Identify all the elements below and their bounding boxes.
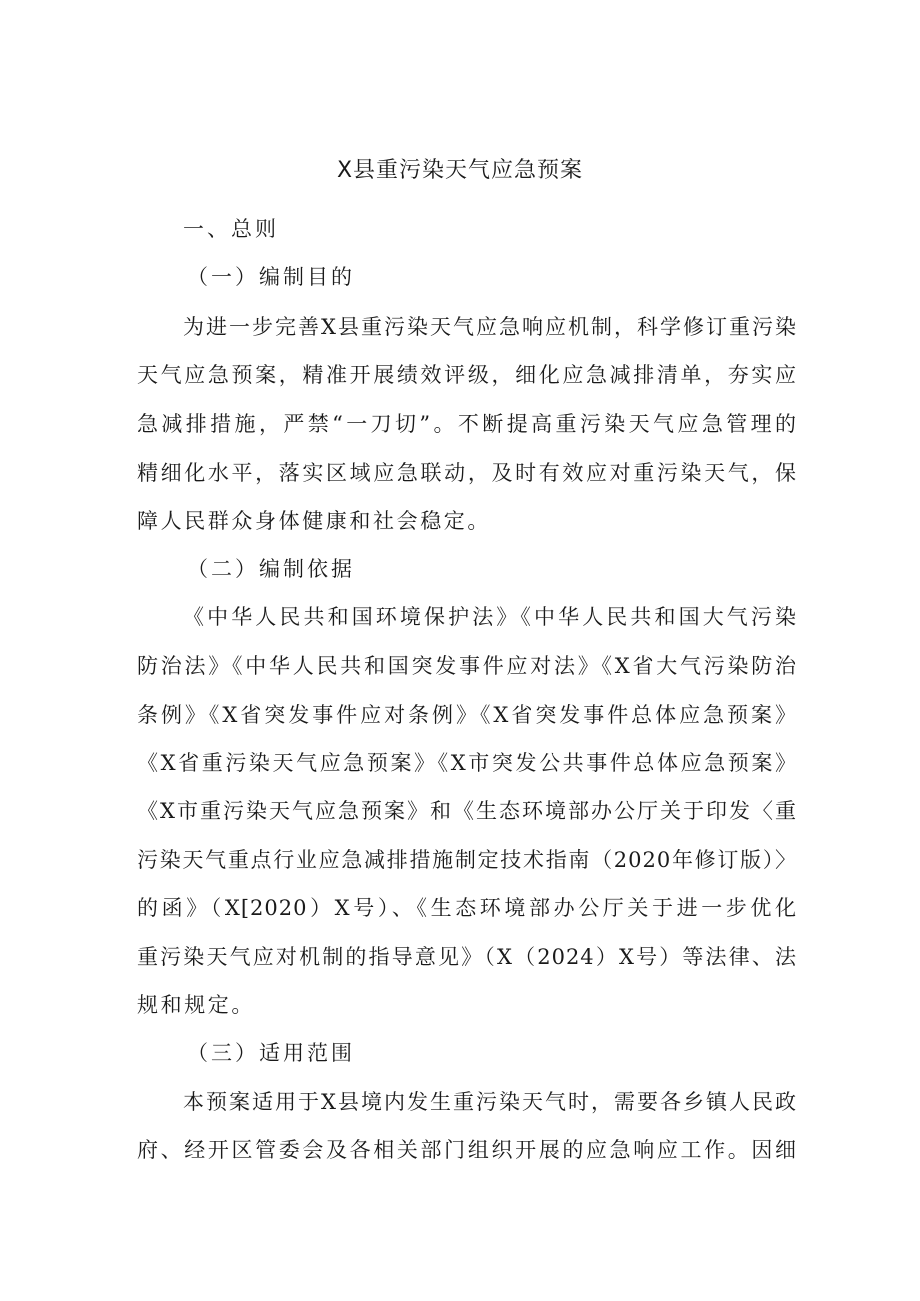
paragraph-line: 《X市重污染天气应急预案》和《生态环境部办公厅关于印发〈重 bbox=[137, 799, 797, 823]
paragraph-line: 的函》（X[2020）X号）、《生态环境部办公厅关于进一步优化 bbox=[137, 896, 797, 920]
paragraph-line: 天气应急预案，精准开展绩效评级，细化应急减排清单，夯实应 bbox=[137, 363, 797, 387]
paragraph-line: 《X省重污染天气应急预案》《X市突发公共事件总体应急预案》 bbox=[137, 751, 797, 775]
paragraph-line: 规和规定。 bbox=[137, 993, 255, 1017]
paragraph-line: 障人民群众身体健康和社会稳定。 bbox=[137, 509, 491, 533]
paragraph-line: 污染天气重点行业应急减排措施制定技术指南（2020年修订版）〉 bbox=[137, 848, 797, 872]
paragraph-line: 急减排措施，严禁“一刀切”。不断提高重污染天气应急管理的 bbox=[137, 412, 797, 436]
paragraph-line: 重污染天气应对机制的指导意见》（X（2024）X号）等法律、法 bbox=[137, 945, 797, 969]
paragraph-line: 条例》《X省突发事件应对条例》《X省突发事件总体应急预案》 bbox=[137, 703, 797, 727]
paragraph-line: 精细化水平，落实区域应急联动，及时有效应对重污染天气，保 bbox=[137, 461, 797, 485]
subsection-heading-basis: （二）编制依据 bbox=[187, 557, 355, 581]
paragraph-line: 《中华人民共和国环境保护法》《中华人民共和国大气污染 bbox=[183, 605, 797, 629]
document-title: X县重污染天气应急预案 bbox=[336, 158, 584, 183]
subsection-heading-purpose: （一）编制目的 bbox=[187, 265, 355, 289]
paragraph-line: 本预案适用于X县境内发生重污染天气时，需要各乡镇人民政 bbox=[183, 1090, 797, 1114]
paragraph-line: 为进一步完善X县重污染天气应急响应机制，科学修订重污染 bbox=[183, 315, 797, 339]
paragraph-line: 府、经开区管委会及各相关部门组织开展的应急响应工作。因细 bbox=[137, 1138, 797, 1162]
subsection-heading-scope: （三）适用范围 bbox=[187, 1041, 355, 1065]
section-heading-general: 一、总则 bbox=[183, 217, 279, 241]
paragraph-line: 防治法》《中华人民共和国突发事件应对法》《X省大气污染防治 bbox=[137, 654, 797, 678]
